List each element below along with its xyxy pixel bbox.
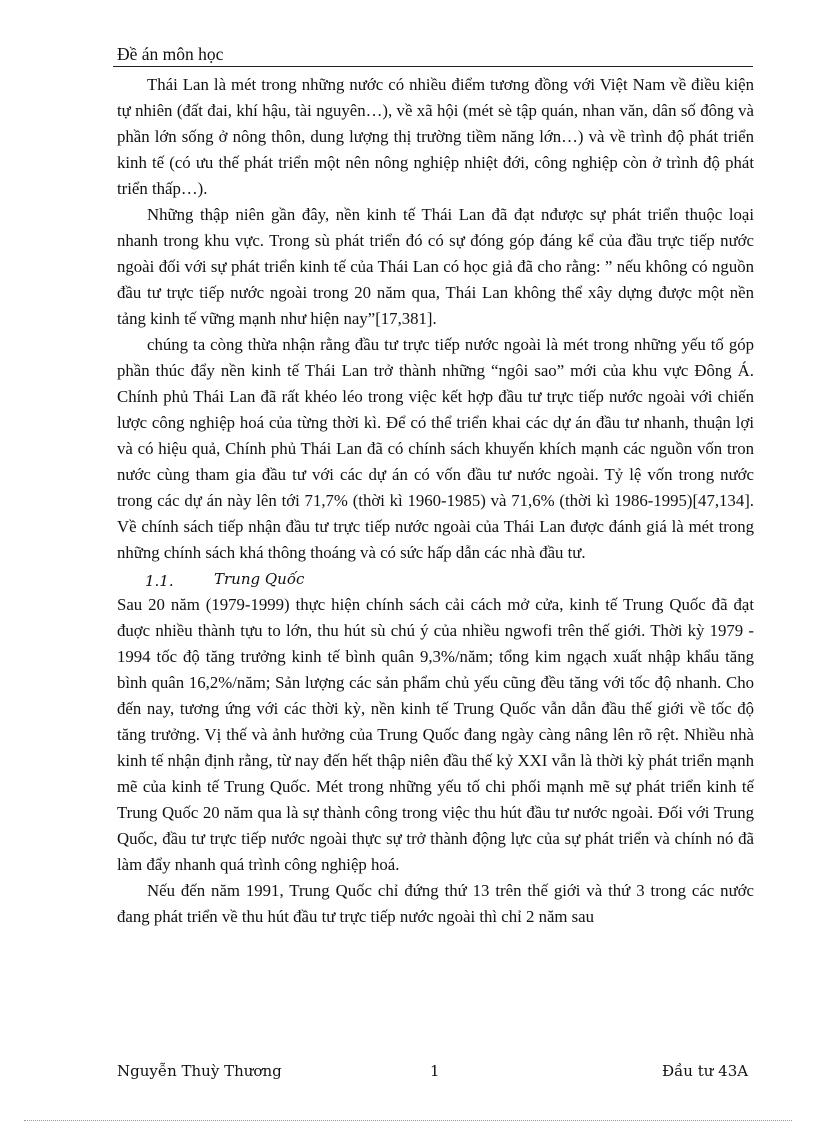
footer-page-number: 1	[430, 1062, 440, 1080]
section-number: 1.1.	[145, 572, 174, 590]
paragraph-china-growth: Sau 20 năm (1979-1999) thực hiện chính sách cải cách mở cửa, kinh tế Trung Quốc đã đạt đuợc nhiều thành tựu to lớn, thu hút sù chú ý của nhiều ngwofi trên thế giới. Thời kỳ 1979 - 1994 tốc độ tăng trưởng kinh tế bình quân 9,3%/năm; tổng kim ngạch xuất nhập khẩu tăng bình quân 16,2%/năm; Sản lượng các sản phẩm chủ yếu cũng đều tăng với tốc độ nhanh. Cho đến nay, tương ứng với các thời kỳ, nền kinh tế Trung Quốc vẫn dẫn đầu thế giới về tốc độ tăng trưởng. Vị thế và ảnh hưởng của Trung Quốc đang ngày càng nâng lên rõ rệt. Nhiều nhà kinh tế nhận định rằng, từ nay đến hết thập niên đầu thế kỷ XXI vẫn là thời kỳ phát triển mạnh mẽ của kinh tế Trung Quốc. Mét trong những yếu tố chi phối mạnh mẽ sự phát triển kinh tế Trung Quốc 20 năm qua là sự thành công trong việc thu hút đầu tư nước ngoài. Đối với Trung Quốc, đầu tư trực tiếp nước ngoài thực sự trở thành động lực của sự phát triển và chính nó đã làm đẩy nhanh quá trình công nghiệp hoá.	[117, 595, 754, 874]
paragraph-thailand-fdi-policy: chúng ta còng thừa nhận rằng đầu tư trực tiếp nước ngoài là mét trong những yếu tố góp phần thúc đẩy nền kinh tế Thái Lan trở thành những “ngôi sao” mới của khu vực Đông Á. Chính phủ Thái Lan đã rất khéo léo trong việc kết hợp đầu tư trực tiếp nước ngoài với chiến lược công nghiệp hoá của từng thời kì. Để có thể triển khai các dự án đầu tư nhanh, thuận lợi và có hiệu quả, Chính phủ Thái Lan đã có chính sách khuyến khích mạnh các nguồn vốn tron nước cùng tham gia đầu tư với các dự án có vốn đầu tư nước ngoài. Tỷ lệ vốn trong nước trong các dự án này lên tới 71,7% (thời kì 1960-1985) và 71,6% (thời kì 1986-1995)[47,134]. Về chính sách tiếp nhận đầu tư trực tiếp nước ngoài của Thái Lan được đánh giá là mét trong những chính sách khá thông thoáng và có sức hấp dẫn các nhà đầu tư.	[117, 335, 754, 562]
header-divider	[113, 66, 753, 67]
section-heading	[117, 566, 754, 592]
page-header-title: Đề án môn học	[117, 44, 224, 64]
paragraph-thailand-intro: Thái Lan là mét trong những nước có nhiều điểm tương đồng với Việt Nam về điều kiện tự nhiên (đất đai, khí hậu, tài nguyên…), về xã hội (mét sè tập quán, nhan văn, dân số đông và phần lớn sống ở nông thôn, dung lượng thị trường tiềm năng lớn…) và về trình độ phát triển kinh tế (có ưu thế phát triển một nên nông nghiệp nhiệt đới, công nghiệp còn ở trình độ phát triển thấp…).	[117, 75, 754, 198]
section-title: Trung Quốc	[214, 570, 305, 588]
paragraph-china-fdi-rank: Nếu đến năm 1991, Trung Quốc chỉ đứng thứ 13 trên thế giới và thứ 3 trong các nước đang phát triển về thu hút đầu tư trực tiếp nước ngoài thì chỉ 2 năm sau	[117, 881, 754, 926]
paragraph-thailand-growth: Những thập niên gần đây, nền kinh tế Thái Lan đã đạt nđược sự phát triển thuộc loại nhanh trong khu vực. Trong sù phát triển đó có sự đóng góp đáng kể của đầu trực tiếp nước ngoài đối với sự phát triển kinh tế của Thái Lan có học giả đã cho rằng: ” nếu không có nguồn đầu tư trực tiếp nước ngoài trong 20 năm qua, Thái Lan không thể xây dựng được một nền tảng kinh tế vững mạnh như hiện nay”[17,381].	[117, 205, 754, 328]
page-bottom-edge	[24, 1120, 792, 1121]
footer-author: Nguyễn Thuỳ Thương	[117, 1062, 282, 1080]
footer-class-name: Đầu tư 43A	[662, 1062, 749, 1080]
document-body	[117, 72, 754, 930]
